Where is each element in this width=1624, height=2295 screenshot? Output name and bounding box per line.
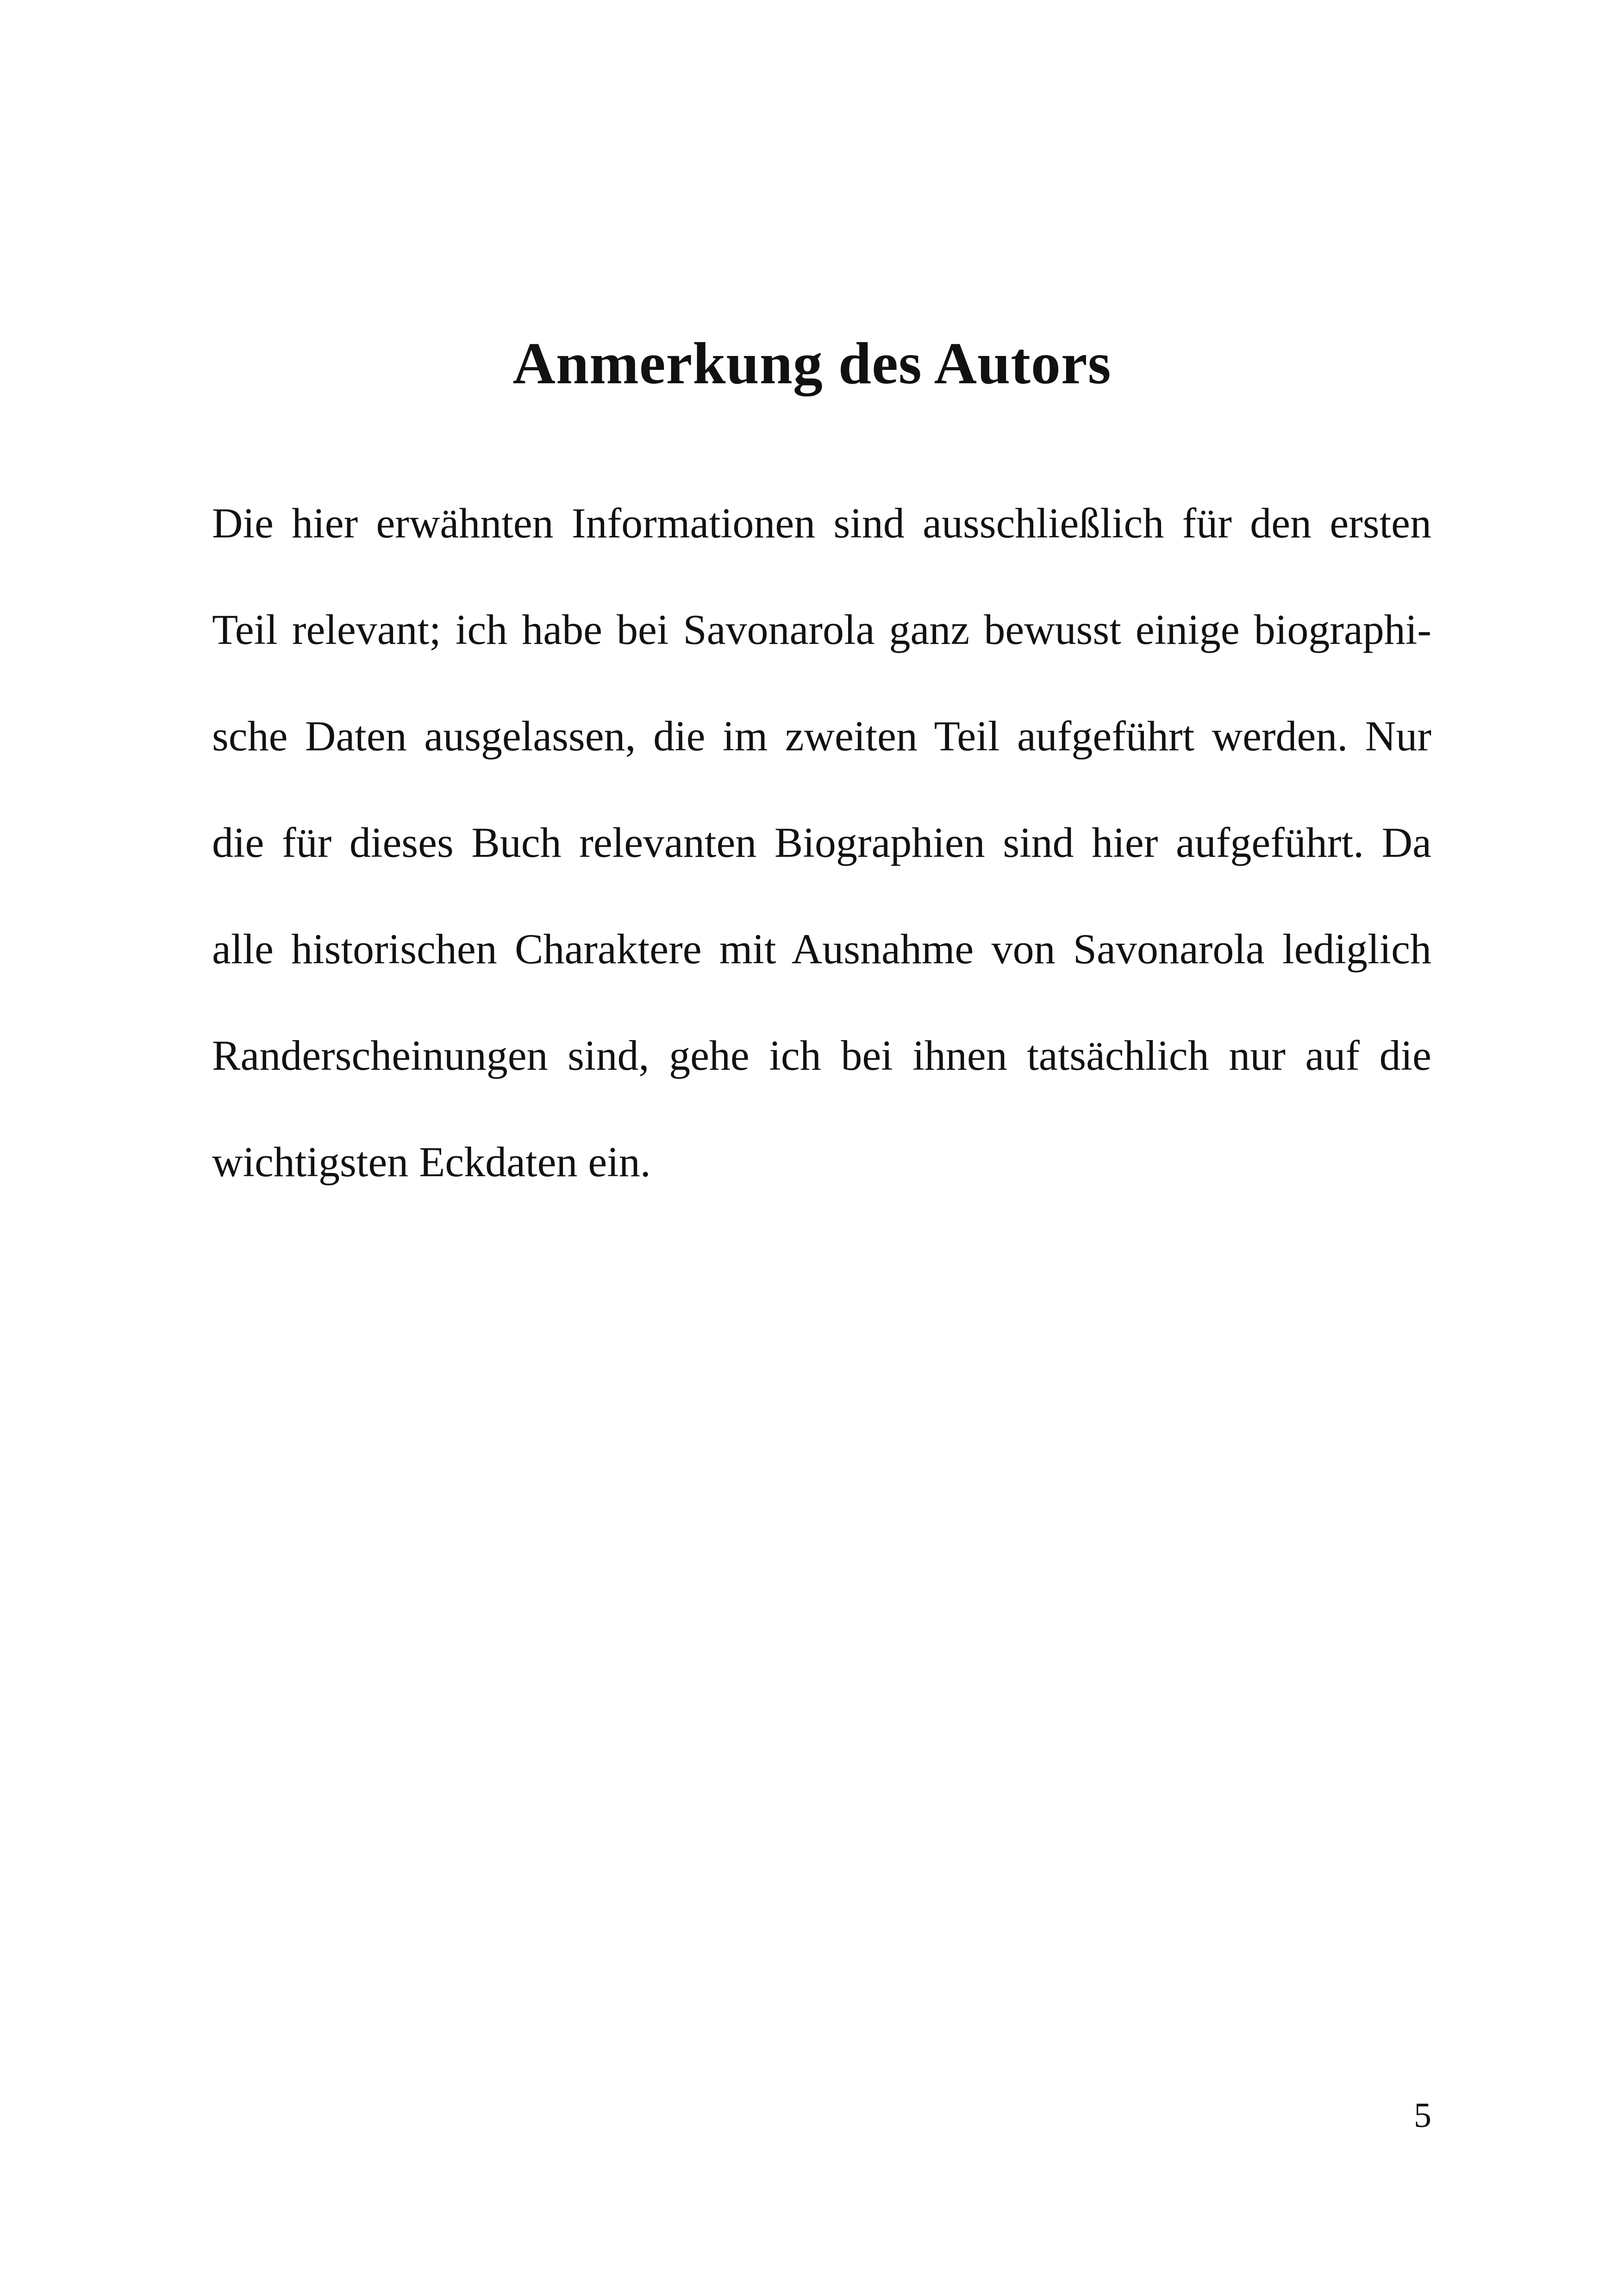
paragraph-line-2: Teil relevant; ich habe bei Savonarola ganz bewusst einige biographi- xyxy=(212,606,1431,653)
paragraph-line-1: Die hier erwähnten Informationen sind ausschließlich für den ersten xyxy=(212,499,1431,547)
page-number: 5 xyxy=(1414,2096,1431,2135)
paragraph-line-6: Randerscheinungen sind, gehe ich bei ihnen tatsächlich nur auf die xyxy=(212,1032,1431,1079)
paragraph-line-5: alle historischen Charaktere mit Ausnahme von Savonarola lediglich xyxy=(212,925,1431,973)
body-paragraph xyxy=(212,488,1431,1234)
paragraph-line-3: sche Daten ausgelassen, die im zweiten Teil aufgeführt werden. Nur xyxy=(212,712,1431,760)
paragraph-line-4: die für dieses Buch relevanten Biographien sind hier aufgeführt. Da xyxy=(212,819,1431,866)
page-title: Anmerkung des Autors xyxy=(512,331,1112,396)
paragraph-line-7: wichtigsten Eckdaten ein. xyxy=(212,1138,651,1185)
